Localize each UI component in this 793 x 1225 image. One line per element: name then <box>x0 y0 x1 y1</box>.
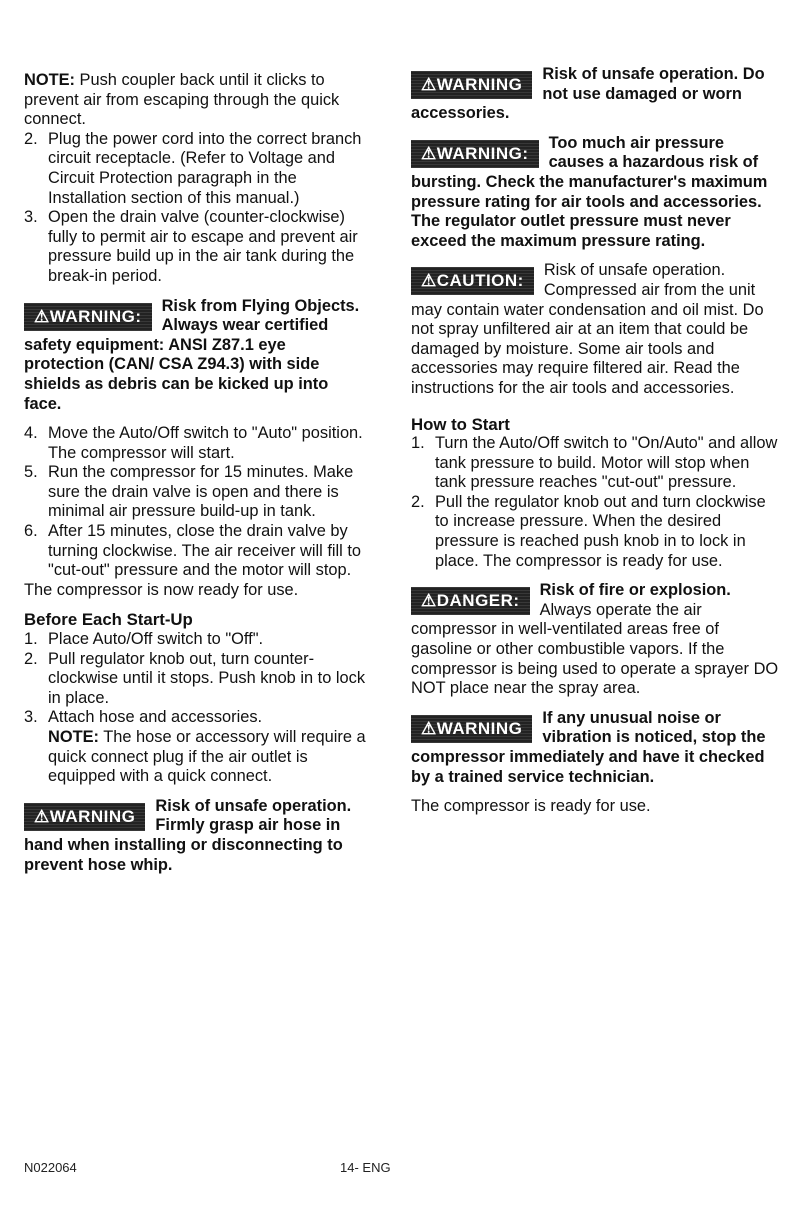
warning-badge: ⚠WARNING: <box>411 140 539 168</box>
left-column <box>24 71 369 875</box>
ready-text: The compressor is now ready for use. <box>24 580 299 599</box>
warning-badge: ⚠WARNING <box>411 715 532 743</box>
warning-badge: ⚠WARNING: <box>24 303 152 331</box>
list-item: 3. Open the drain valve (counter-clockwise) fully to permit air to escape and prevent air pressure build up in the air tank during the break-in period. <box>24 208 358 285</box>
right-column <box>411 65 783 817</box>
caution-block: ⚠CAUTION: Risk of unsafe operation. Compressed air from the unit may contain water condensation and oil mist. Do not spray unfiltered air at an item that could be damaged by moisture. Some air tools and accessories may require filtered air. Read the instructions for the air tools and accessories. <box>411 261 764 397</box>
warning-pressure: ⚠WARNING: Too much air pressure causes a hazardous risk of bursting. Check the manufacturer's maximum pressure rating for air tools and accessories. The regulator outlet pressure must never exceed the maximum pressure rating. <box>411 133 768 250</box>
page-number: 14- ENG <box>340 1160 391 1175</box>
warning-badge: ⚠WARNING <box>24 803 145 831</box>
warning-noise: ⚠WARNING If any unusual noise or vibration is noticed, stop the compressor immediately and have it checked by a trained service technician. <box>411 708 766 786</box>
final-text: The compressor is ready for use. <box>411 797 651 816</box>
how-to-start-heading: How to Start <box>411 414 510 434</box>
warning-flying-objects: ⚠WARNING: Risk from Flying Objects. Always wear certified safety equipment: ANSI Z87.1 eye protection (CAN/ CSA Z94.3) with side shields as debris can be kicked up into face. <box>24 296 360 413</box>
list-item: 1. Turn the Auto/Off switch to "On/Auto" and allow tank pressure to build. Motor will stop when tank pressure reaches "cut-out" pressure. <box>411 434 778 492</box>
list-item: 3. Attach hose and accessories. <box>24 708 263 727</box>
before-start-heading: Before Each Start-Up <box>24 610 193 630</box>
list-item: 4. Move the Auto/Off switch to "Auto" position. The compressor will start. <box>24 424 363 462</box>
caution-badge: ⚠CAUTION: <box>411 267 534 295</box>
list-item: 2. Plug the power cord into the correct branch circuit receptacle. (Refer to Voltage and Circuit Protection paragraph in the Installation section of this manual.) <box>24 129 362 207</box>
note-intro: NOTE: Push coupler back until it clicks to prevent air from escaping through the quick connect. <box>24 71 340 129</box>
note-hose: NOTE: The hose or accessory will require a quick connect plug if the air outlet is equipped with a quick connect. <box>48 728 366 786</box>
warning-hose-whip: ⚠WARNING Risk of unsafe operation. Firmly grasp air hose in hand when installing or disconnecting to prevent hose whip. <box>24 796 352 874</box>
warning-accessories: ⚠WARNING Risk of unsafe operation. Do not use damaged or worn accessories. <box>411 65 765 123</box>
list-item: 2. Pull regulator knob out, turn counter-clockwise until it stops. Push knob in to lock in place. <box>24 649 366 707</box>
list-item: 1. Place Auto/Off switch to "Off". <box>24 630 264 649</box>
list-item: 2. Pull the regulator knob out and turn clockwise to increase pressure. When the desired pressure is reached push knob in to lock in place. The compressor is ready for use. <box>411 492 766 570</box>
warning-badge: ⚠WARNING <box>411 71 532 99</box>
danger-badge: ⚠DANGER: <box>411 587 530 615</box>
list-item: 5. Run the compressor for 15 minutes. Make sure the drain valve is open and there is minimal air pressure build-up in tank. <box>24 463 354 521</box>
list-item: 6. After 15 minutes, close the drain valve by turning clockwise. The air receiver will fill to "cut-out" pressure and the motor will stop. <box>24 522 362 580</box>
document-code: N022064 <box>24 1160 77 1175</box>
danger-block: ⚠DANGER: Risk of fire or explosion. Always operate the air compressor in well-ventilated areas free of gasoline or other combustible vapors. If the compressor is being used to operate a sprayer DO NOT place near the spray area. <box>411 581 779 698</box>
